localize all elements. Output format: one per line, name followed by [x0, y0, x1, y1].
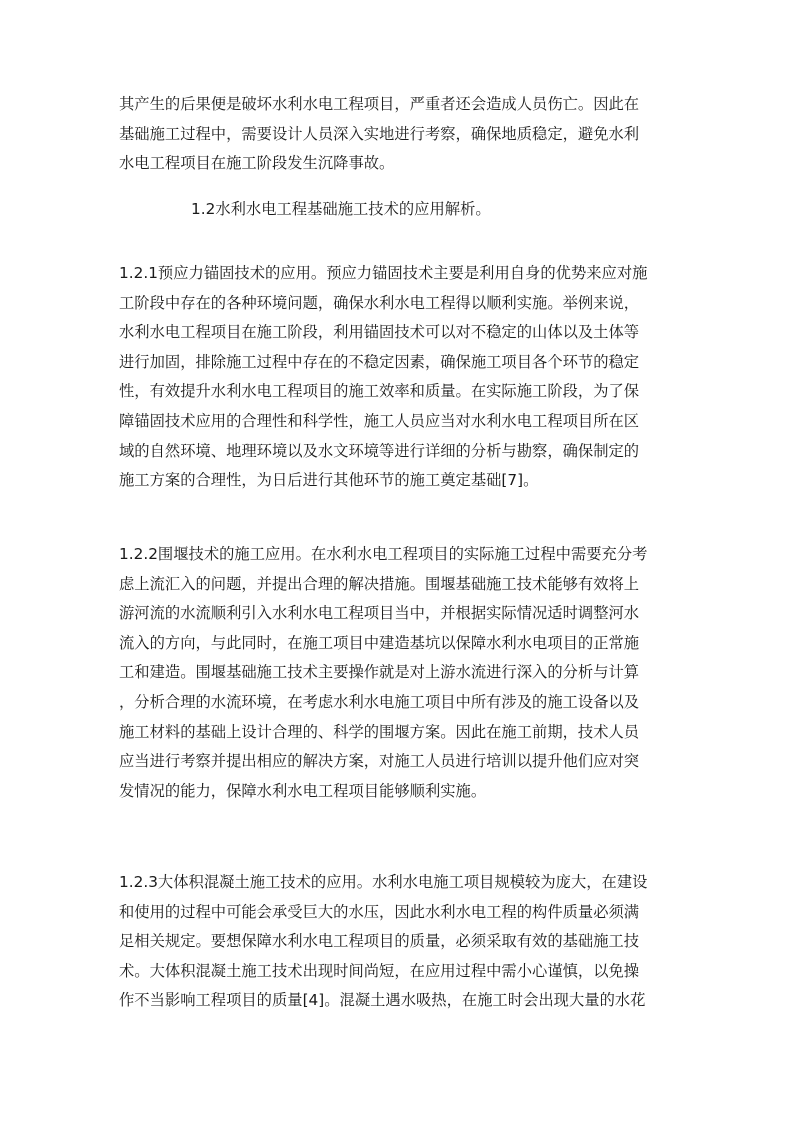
text-line: 足相关规定。要想保障水利水电工程项目的质量，必须采取有效的基础施工技	[119, 932, 640, 951]
text-line: 水利水电工程项目在施工阶段，利用锚固技术可以对不稳定的山体以及土体等	[119, 323, 640, 342]
text-line: 基础施工过程中，需要设计人员深入实地进行考察，确保地质稳定，避免水利	[119, 124, 640, 143]
text-line: 施工材料的基础上设计合理的、科学的围堰方案。因此在施工前期，技术人员	[119, 722, 640, 741]
text-line: 工阶段中存在的各种环境问题，确保水利水电工程得以顺利实施。举例来说，	[119, 293, 640, 312]
text-line: 发情况的能力，保障水利水电工程项目能够顺利实施。	[119, 781, 487, 800]
text-line: 水电工程项目在施工阶段发生沉降事故。	[119, 154, 395, 173]
text-line: 流入的方向，与此同时，在施工项目中建造基坑以保障水利水电项目的正常施	[119, 633, 640, 652]
text-line: 域的自然环境、地理环境以及水文环境等进行详细的分析与勘察，确保制定的	[119, 441, 640, 460]
paragraph-1-2-1	[119, 259, 659, 496]
text-line: 虑上流汇入的问题，并提出合理的解决措施。围堰基础施工技术能够有效将上	[119, 574, 640, 593]
section-heading	[191, 195, 591, 225]
text-line: 施工方案的合理性，为日后进行其他环节的施工奠定基础[7]。	[119, 471, 539, 490]
text-line: 障锚固技术应用的合理性和科学性，施工人员应当对水利水电工程项目所在区	[119, 411, 640, 430]
text-line: 作不当影响工程项目的质量[4]。混凝土遇水吸热，在施工时会出现大量的水花	[119, 991, 646, 1010]
paragraph-1-2-2	[119, 540, 659, 806]
text-line: 应当进行考察并提出相应的解决方案，对施工人员进行培训以提升他们应对突	[119, 752, 640, 771]
text-line: 进行加固，排除施工过程中存在的不稳定因素，确保施工项目各个环节的稳定	[119, 352, 640, 371]
text-line: 术。大体积混凝土施工技术出现时间尚短，在应用过程中需小心谨慎，以免操	[119, 961, 640, 980]
text-line: 性，有效提升水利水电工程项目的施工效率和质量。在实际施工阶段，为了保	[119, 382, 640, 401]
intro-paragraph	[119, 90, 659, 179]
text-line: 工和建造。围堰基础施工技术主要操作就是对上游水流进行深入的分析与计算	[119, 663, 640, 682]
text-line: 1.2.2围堰技术的施工应用。在水利水电工程项目的实际施工过程中需要充分考	[119, 545, 648, 563]
text-line: 1.2.3大体积混凝土施工技术的应用。水利水电施工项目规模较为庞大，在建设	[119, 873, 648, 891]
paragraph-1-2-3	[119, 868, 659, 1016]
section-heading-text: 1.2水利水电工程基础施工技术的应用解析。	[191, 200, 491, 218]
text-line: ，分析合理的水流环境，在考虑水利水电施工项目中所有涉及的施工设备以及	[119, 692, 640, 711]
text-line: 游河流的水流顺利引入水利水电工程项目当中，并根据实际情况适时调整河水	[119, 604, 640, 623]
text-line: 和使用的过程中可能会承受巨大的水压，因此水利水电工程的构件质量必须满	[119, 902, 640, 921]
text-line: 1.2.1预应力锚固技术的应用。预应力锚固技术主要是利用自身的优势来应对施	[119, 264, 648, 282]
text-line: 其产生的后果便是破坏水利水电工程项目，严重者还会造成人员伤亡。因此在	[119, 95, 640, 113]
